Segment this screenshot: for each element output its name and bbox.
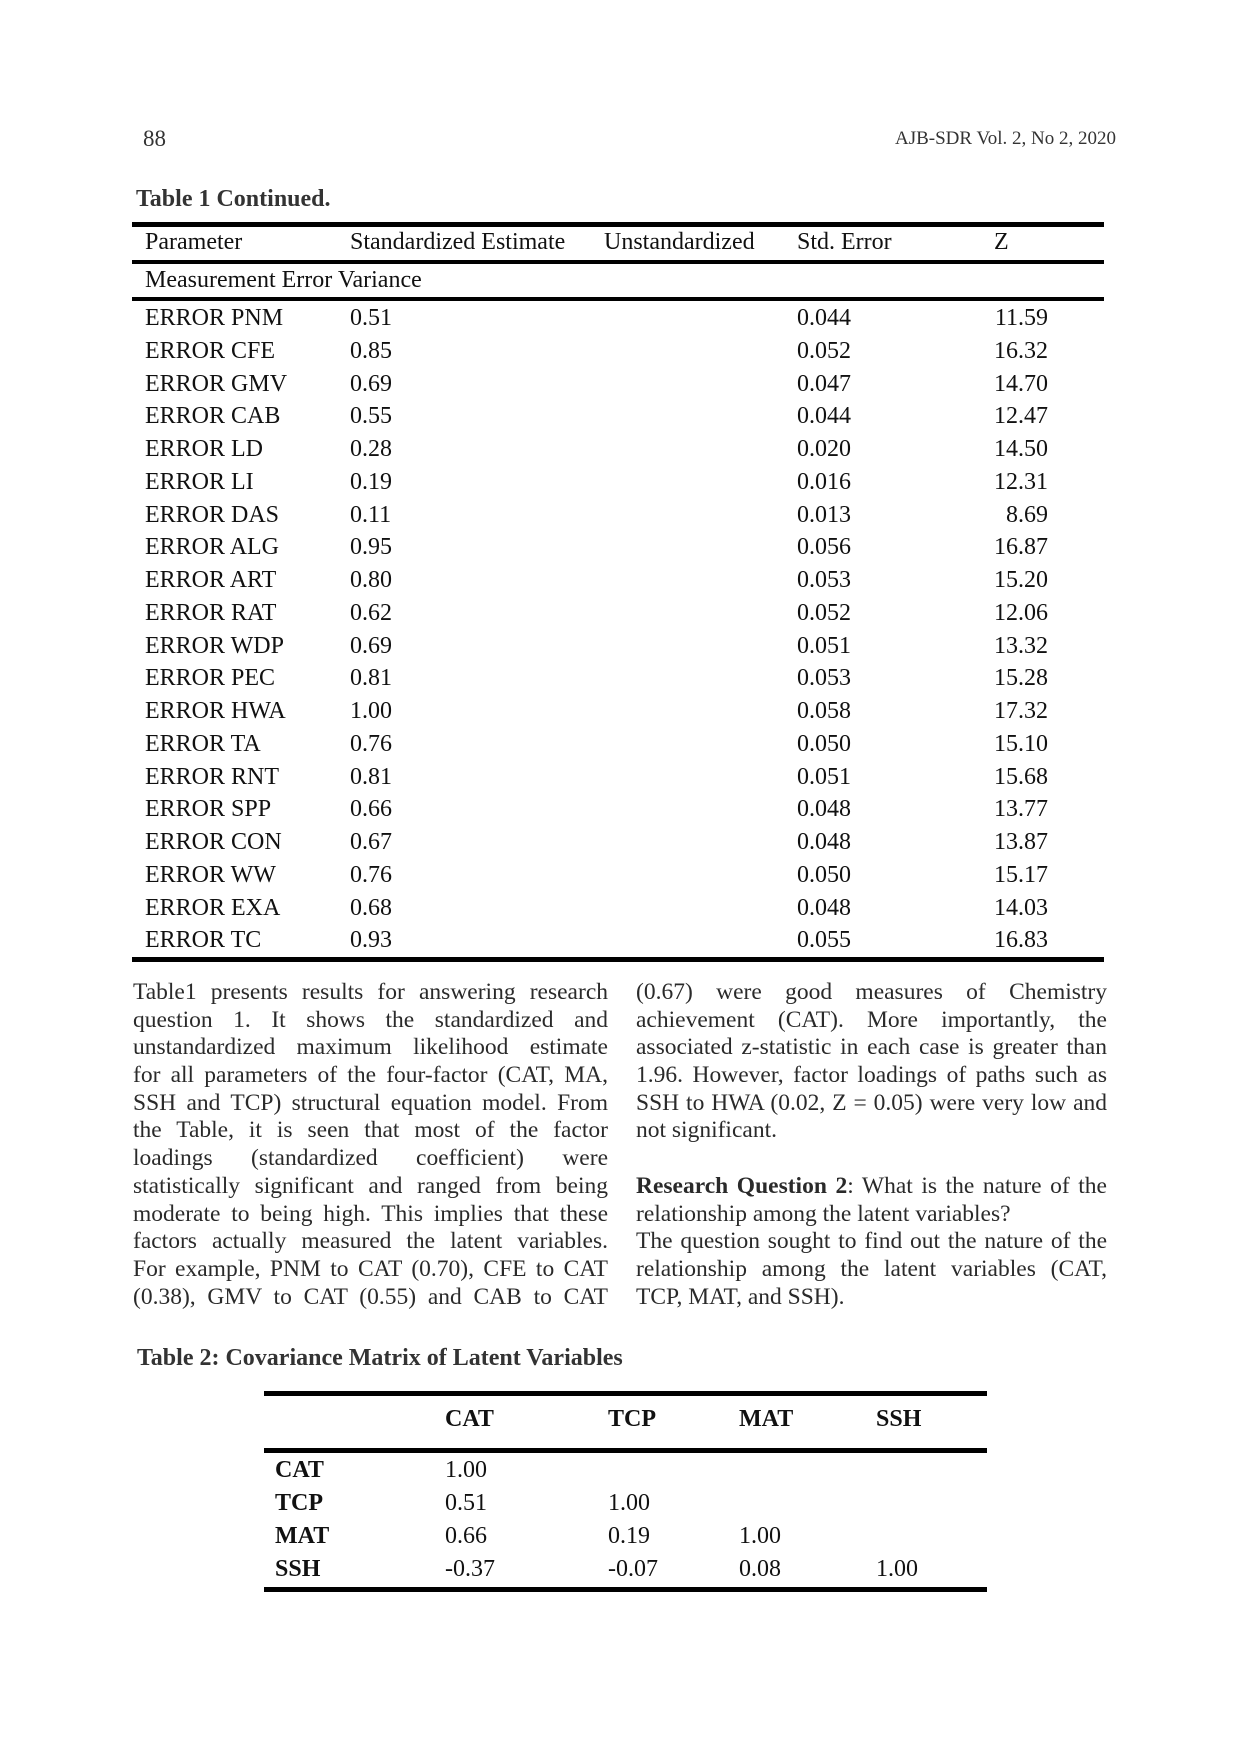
cell: 1.00 [445,1457,487,1483]
body-line: Table1 presents results for answering research [133,979,608,1005]
table-row [132,433,1104,466]
table1-bottom-rule [132,957,1104,962]
std-estimate-cell: 0.81 [350,763,392,790]
z-cell: 13.32 [994,632,1048,659]
param-cell: ERROR DAS [145,501,280,528]
std-error-cell: 0.052 [797,599,851,626]
section-measurement-error-variance: Measurement Error Variance [145,267,422,293]
std-error-cell: 0.050 [797,861,851,888]
body-line: statistically significant and ranged from being [133,1172,608,1199]
std-estimate-cell: 0.19 [350,468,392,495]
table1-header-row [132,226,1104,259]
table-row [132,466,1104,499]
std-estimate-cell: 0.69 [350,370,392,397]
table-row [132,302,1104,335]
body-line: the Table, it is seen that most of the factor [133,1117,608,1144]
std-estimate-cell: 0.51 [350,305,392,331]
param-cell: ERROR HWA [145,698,286,724]
z-cell: 13.87 [994,829,1048,855]
header-unstandardized: Unstandardized [604,229,755,255]
table2-title: Table 2: Covariance Matrix of Latent Variables [137,1345,623,1371]
std-estimate-cell: 0.81 [350,665,392,692]
table1-title: Table 1 Continued. [136,186,331,212]
std-estimate-cell: 0.76 [350,861,392,888]
table-row [132,859,1104,892]
row-label-cat: CAT [275,1457,324,1483]
body-line: not significant. [636,1117,777,1144]
cell: -0.07 [608,1556,658,1582]
body-line: relationship among the latent variables (CAT, [636,1255,1107,1282]
std-error-cell: 0.058 [797,698,851,724]
std-estimate-cell: 0.66 [350,796,392,823]
z-cell: 14.50 [994,436,1048,462]
std-error-cell: 0.047 [797,370,851,397]
param-cell: ERROR CAB [145,403,281,430]
std-error-cell: 0.051 [797,632,851,659]
z-cell: 14.70 [994,370,1048,397]
table-row [132,400,1104,433]
z-cell: 12.31 [994,468,1048,495]
body-line: loadings (standardized coefficient) were [133,1145,608,1172]
row-label-tcp: TCP [275,1490,323,1516]
std-error-cell: 0.055 [797,927,851,954]
cell: 0.19 [608,1523,650,1549]
research-question-2-heading [636,1173,1107,1201]
table-row [132,630,1104,663]
row-label-ssh: SSH [275,1556,321,1582]
body-line: unstandardized maximum likelihood estimate [133,1034,608,1061]
body-line: achievement (CAT). More importantly, the [636,1006,1107,1033]
header-mat: MAT [739,1406,794,1432]
header-ssh: SSH [876,1406,922,1432]
body-line: associated z-statistic in each case is greater than [636,1034,1107,1061]
std-error-cell: 0.020 [797,436,851,462]
body-right-column [636,979,1107,1311]
table-row [132,761,1104,794]
cell: 1.00 [876,1556,918,1582]
header-standardized-estimate: Standardized Estimate [350,229,566,255]
table-row [264,1553,987,1586]
cell: 0.08 [739,1556,781,1582]
body-line: (0.67) were good measures of Chemistry [636,979,1107,1005]
body-line: factors actually measured the latent variables. [133,1228,608,1255]
std-error-cell: 0.048 [797,829,851,855]
z-cell: 15.20 [994,567,1048,593]
body-line: 1.96. However, factor loadings of paths such as [636,1062,1107,1089]
std-estimate-cell: 0.55 [350,403,392,430]
param-cell: ERROR ART [145,567,277,593]
body-line: for all parameters of the four-factor (CAT, MA, [133,1062,608,1089]
body-line: moderate to being high. This implies that these [133,1200,608,1227]
param-cell: ERROR CON [145,829,282,855]
param-cell: ERROR WW [145,861,276,888]
std-error-cell: 0.013 [797,501,851,528]
std-error-cell: 0.016 [797,468,851,495]
param-cell: ERROR SPP [145,796,272,823]
blank-line [636,1145,1107,1173]
body-line: question 1. It shows the standardized and [133,1006,608,1033]
param-cell: ERROR LI [145,468,254,495]
table2-bottom-rule [264,1587,987,1592]
param-cell: ERROR PEC [145,665,276,692]
std-error-cell: 0.044 [797,403,851,430]
z-cell: 12.47 [994,403,1048,430]
cell: 1.00 [739,1523,781,1549]
table-row [132,924,1104,957]
std-error-cell: 0.053 [797,665,851,692]
param-cell: ERROR GMV [145,370,288,397]
param-cell: ERROR CFE [145,337,276,364]
std-error-cell: 0.050 [797,730,851,757]
z-cell: 15.10 [994,730,1048,757]
table-row [132,662,1104,695]
table1-section-label [132,264,1104,297]
body-line: For example, PNM to CAT (0.70), CFE to CAT [133,1255,608,1282]
z-cell: 16.32 [994,337,1048,364]
table-row [132,368,1104,401]
header-z: Z [994,229,1009,255]
body-left-column [133,979,608,1311]
std-estimate-cell: 0.93 [350,927,392,954]
std-error-cell: 0.056 [797,534,851,561]
header-tcp: TCP [608,1406,656,1432]
z-cell: 13.77 [994,796,1048,823]
z-cell: 15.28 [994,665,1048,692]
page-number: 88 [143,126,166,151]
body-line: The question sought to find out the nature of the [636,1228,1107,1255]
std-error-cell: 0.048 [797,894,851,921]
table-row [132,826,1104,859]
z-cell: 8.69 [1006,501,1048,528]
table2-header-rule [264,1448,987,1453]
table-row [264,1454,987,1487]
table-row [132,728,1104,761]
table-row [264,1487,987,1520]
body-line: relationship among the latent variables? [636,1200,1011,1227]
header-parameter: Parameter [145,229,243,255]
param-cell: ERROR TC [145,927,262,954]
table-row [264,1520,987,1553]
std-estimate-cell: 0.28 [350,436,392,462]
table-row [132,892,1104,925]
table2-header-row [264,1397,987,1441]
body-line: (0.38), GMV to CAT (0.55) and CAB to CAT [133,1283,608,1310]
param-cell: ERROR LD [145,436,264,462]
std-estimate-cell: 0.69 [350,632,392,659]
header-std-error: Std. Error [797,229,892,255]
row-label-mat: MAT [275,1523,330,1549]
param-cell: ERROR PNM [145,305,284,331]
body-line: TCP, MAT, and SSH). [636,1283,845,1310]
header-cat: CAT [445,1406,494,1432]
std-error-cell: 0.048 [797,796,851,823]
cell: 0.51 [445,1490,487,1516]
std-estimate-cell: 0.11 [350,501,392,528]
rq2-label: Research Question 2 [636,1172,848,1199]
param-cell: ERROR RNT [145,763,280,790]
std-error-cell: 0.051 [797,763,851,790]
table-row [132,793,1104,826]
z-cell: 15.68 [994,763,1048,790]
z-cell: 12.06 [994,599,1048,626]
cell: 1.00 [608,1490,650,1516]
std-estimate-cell: 1.00 [350,698,392,724]
std-error-cell: 0.053 [797,567,851,593]
table-row [132,531,1104,564]
body-line: SSH to HWA (0.02, Z = 0.05) were very low and [636,1089,1107,1116]
std-estimate-cell: 0.62 [350,599,392,626]
std-error-cell: 0.052 [797,337,851,364]
std-estimate-cell: 0.80 [350,567,392,593]
cell: 0.66 [445,1523,487,1549]
param-cell: ERROR EXA [145,894,281,921]
std-error-cell: 0.044 [797,305,851,331]
z-cell: 14.03 [994,894,1048,921]
param-cell: ERROR WDP [145,632,284,659]
table-row [132,564,1104,597]
cell: -0.37 [445,1556,495,1582]
table-row [132,597,1104,630]
table2-top-rule [264,1391,987,1396]
param-cell: ERROR RAT [145,599,277,626]
std-estimate-cell: 0.95 [350,534,392,561]
z-cell: 16.83 [994,927,1048,954]
std-estimate-cell: 0.67 [350,829,392,855]
std-estimate-cell: 0.85 [350,337,392,364]
table-row [132,695,1104,728]
z-cell: 16.87 [994,534,1048,561]
param-cell: ERROR TA [145,730,261,757]
running-head: AJB-SDR Vol. 2, No 2, 2020 [894,128,1116,149]
std-estimate-cell: 0.76 [350,730,392,757]
rq2-text: : What is the nature of the [847,1172,1107,1199]
z-cell: 11.59 [994,305,1048,331]
z-cell: 15.17 [994,861,1048,888]
param-cell: ERROR ALG [145,534,280,561]
body-line: SSH and TCP) structural equation model. From [133,1089,608,1116]
table-row [132,499,1104,532]
z-cell: 17.32 [994,698,1048,724]
table1-section-rule [132,297,1104,301]
std-estimate-cell: 0.68 [350,894,392,921]
table-row [132,335,1104,368]
